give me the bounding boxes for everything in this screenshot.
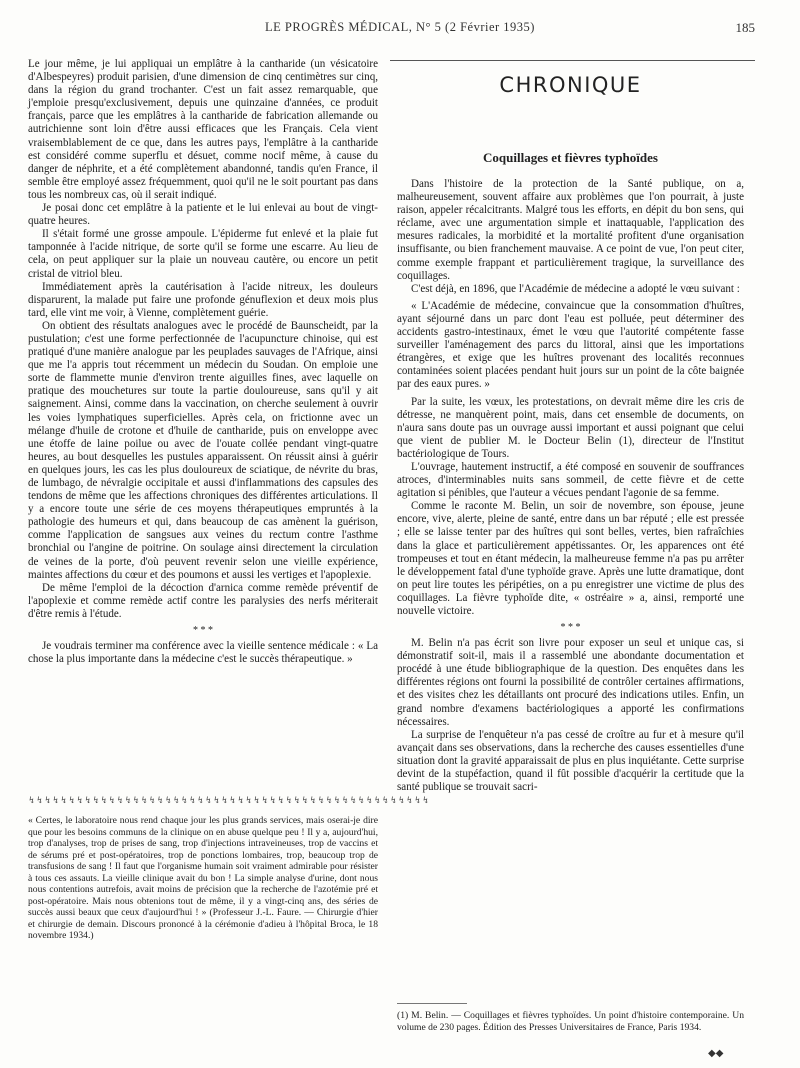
quotation: « L'Académie de médecine, convaincue que la consommation d'huîtres, ayant séjourné dans un parc dont l'eau est polluée, peut déterminer des accidents gastro-intestinaux, émet le vœu que l'autorité compétente fasse surveiller l'aménagement des parcs du littoral, ainsi que les importations étrangères, et exige que les huîtres provenant des localités reconnues contaminées soient placées pendant huit jours sur un point de la côte baignée par des eaux pures. »: [397, 299, 744, 391]
paragraph: Comme le raconte M. Belin, un soir de novembre, son épouse, jeune encore, vive, alerte, pleine de santé, entre dans un bar réputé ; elle est pressée ; elle se laisse tenter par des huîtres qui sont belles, vertes, bien rafraîchies dans la glace et particulièrement appétissantes. Or, les apparences ont été trompeuses et tout en étant médecin, la malheureuse femme n'a pas pu arrêter le développement fatal d'une typhoïde grave. Après une lutte dramatique, dont on peut lire toutes les péripéties, on a pu enregistrer une victime de plus des coquillages. La fièvre typhoïde dite, « ostréaire » a, ainsi, remporté une nouvelle victoire.: [397, 500, 744, 617]
ornament-rule: ↯↯↯↯↯↯↯↯↯↯↯↯↯↯↯↯↯↯↯↯↯↯↯↯↯↯↯↯↯↯↯↯↯↯↯↯↯↯↯↯↯↯↯↯↯↯↯↯↯↯: [28, 795, 431, 805]
article-title: Coquillages et fièvres typhoïdes: [483, 150, 658, 165]
end-ornament: ◆◆: [708, 1048, 724, 1059]
paragraph: C'est déjà, en 1896, que l'Académie de médecine a adopté le vœu suivant :: [411, 282, 740, 295]
paragraph: M. Belin n'a pas écrit son livre pour exposer un seul et unique cas, si démonstratif soit-il, mais il a rassemblé une abondante documentation et procédé à une étude bibliographique de la question. Des enquêtes dans les différentes régions ont fourni la possibilité de contrôler certaines affirmations, et des visites chez les détaillants ont procuré des indications utiles. Enfin, un grand nombre d'examens bactériologiques a apporté les confirmations nécessaires.: [397, 637, 744, 728]
right-column: [397, 178, 744, 998]
paragraph: Il s'était formé une grosse ampoule. L'épiderme fut enlevé et la plaie fut tamponnée à l'acide nitrique, de sorte qu'il se forme une escarre. Au lieu de cela, on peut appliquer sur la plaie un nouveau cautère, ou encore un petit cristal de vitriol bleu.: [28, 228, 378, 280]
paragraph: Immédiatement après la cautérisation à l'acide nitreux, les douleurs disparurent, la malade put faire une profonde génuflexion et deux mois plus tard, elle vint me voir, à Vienne, complètement guérie.: [28, 280, 378, 319]
paragraph: Je posai donc cet emplâtre à la patiente et le lui enlevai au bout de vingt-quatre heures.: [28, 202, 378, 228]
running-header: LE PROGRÈS MÉDICAL, N° 5 (2 Février 1935): [265, 20, 535, 34]
paragraph: Par la suite, les vœux, les protestations, on devrait même dire les cris de détresse, ne manquèrent point, mais, dans cet ensemble de documents, on n'aura sans doute pas un ouvrage aussi important et aussi poignant que celui que vient de publier M. le Docteur Belin (1), directeur de l'Institut bactériologique de Tours.: [397, 395, 744, 460]
closing-paragraph: Je voudrais terminer ma conférence avec la vieille sentence médicale : « La chose la plus importante dans la médecine c'est le succès thérapeutique. »: [28, 640, 378, 666]
left-column: [28, 58, 378, 793]
footnote-rule: [397, 1003, 467, 1004]
paragraph: Le jour même, je lui appliquai un emplâtre à la cantharide (un vésicatoire d'Albespeyres) produit parisien, d'une dimension de cinq centimètres sur cinq, dans la région du grand trochanter. C'est un fait assez remarquable, que j'emploie presqu'exclusivement, depuis une quinzaine d'années, ce produit français, parce que les emplâtres à la cantharide de fabrication allemande ou autrichienne sont loin d'être aussi efficaces que les Français. Cela vient vraisemblablement de ce que, dans les autres pays, l'emplâtre à la cantharide est considéré comme superflu et désuet, comme nocif même, à cause du danger de néphrite, et a été complètement abandonné, tandis qu'en France, il semble être employé assez fréquemment, quoi qu'il ne le soit pourtant pas dans tous les nombreux cas, où il serait indiqué.: [28, 58, 378, 201]
section-separator: * * *: [560, 622, 581, 634]
section-title: CHRONIQUE: [499, 73, 642, 97]
page-number: 185: [735, 20, 755, 35]
left-footnote: « Certes, le laboratoire nous rend chaque jour les plus grands services, mais oserai-je dire que pour les besoins communs de la clinique on en abuse quelque peu ! Il y a, aujourd'hui, trop d'analyses, trop de prises de sang, trop d'injections intraveineuses, trop de vaccins et de sérums pré et post-opératoires, trop de ponctions lombaires, trop, beaucoup trop de transfusions de sang ! Il faut que l'organisme humain soit vraiment admirable pour résister à tous ces assauts. La vieille clinique avait du bon ! La simple analyse d'urine, dont nous nous contentions autrefois, avait moins de précision que la recherche de l'azotémie pré et post-opératoire. Mais nous obtenions tout de même, il y a vingt-cinq ans, des séries de succès aussi beaux que ceux d'aujourd'hui ! » (Professeur J.-L. Faure. — Chirurgie d'hier et chirurgie de demain. Discours prononcé à la cérémonie d'adieu à l'hôpital Broca, le 18 novembre 1934.): [28, 815, 378, 941]
paragraph: De même l'emploi de la décoction d'arnica comme remède préventif de l'apoplexie et comme remède actif contre les paralysies des nerfs mériterait d'être remis à l'étude.: [28, 581, 378, 620]
paragraph: L'ouvrage, hautement instructif, a été composé en souvenir de souffrances atroces, d'interminables nuits sans sommeil, de cette fièvre et de cette agitation si pénibles, que l'auteur a vécues pendant l'agonie de sa femme.: [397, 460, 744, 500]
section-separator: * * *: [193, 625, 213, 637]
right-footnote: (1) M. Belin. — Coquillages et fièvres typhoïdes. Un point d'histoire contemporaine. Un volume de 230 pages. Édition des Presses Universitaires de France, Paris 1934.: [397, 1010, 744, 1033]
paragraph: On obtient des résultats analogues avec le procédé de Baunscheidt, par la pustulation; c'est une forme perfectionnée de l'acupuncture chinoise, qui est pratiqué d'une manière analogue par les peuplades sauvages de l'Afrique, ainsi que me l'a appris tout récemment un médecin du Soudan. On emploie une sorte de flammette munie d'environ trente aiguilles fines, avec laquelle on pratique des mouchetures sur toute la partie douloureuse, sans qu'il y ait saignement. Ainsi, comme dans la vaccination, on cherche seulement à ouvrir les voies lymphatiques superficielles. Après cela, on frictionne avec un mélange d'huile de crotone et d'huile de cantharide, puis on enveloppe avec une étoffe de laine poilue ou avec de l'ouate collée pendant vingt-quatre heures, au bout desquelles les pustules apparaissent. On réussit ainsi à guérir en quelques jours, les cas les plus douloureux de sciatique, de névrite du bras, de lumbago, de névralgie occipitale et aussi d'inflammations des capsules des tendons de même que les affections chroniques des différentes articulations. Il y a encore toute une série de ces moyens thérapeutiques empruntés à la pathologie des humeurs et qui, dans beaucoup de cas amènent la guérison, comme l'application de sangsues aux veines du rectum contre l'asthme bronchial ou l'angine de poitrine. On soulage ainsi directement la circulation de veines de la porte, d'où peuvent revenir selon une vieille expérience, maintes affections du cœur et des poumons et aussi les vertiges et l'apoplexie.: [28, 319, 378, 581]
paragraph: La surprise de l'enquêteur n'a pas cessé de croître au fur et à mesure qu'il avançait dans ses observations, dans la recherche des causes essentielles d'une situation dont la gravité apparaissait de plus en plus inquiétante. Cette surprise devint de la stupéfaction, quand il fût possible d'acquérir la certitude que la santé publique se trouvait sacri-: [397, 728, 744, 794]
paragraph: Dans l'histoire de la protection de la Santé publique, on a, malheureusement, souvent affaire aux problèmes que l'on pourrait, à juste raison, appeler récalcitrants. Malgré tous les efforts, en dépit du bon sens, qui réclame, avec une argumentation simple et inattaquable, l'application des mesures radicales, la morbidité et la mortalité profitent d'une organisation insuffisante, ou bien franchement mauvaise. A ce point de vue, l'on peut citer, comme exemple frappant et particulièrement tragique, la surveillance des coquillages.: [397, 178, 744, 282]
